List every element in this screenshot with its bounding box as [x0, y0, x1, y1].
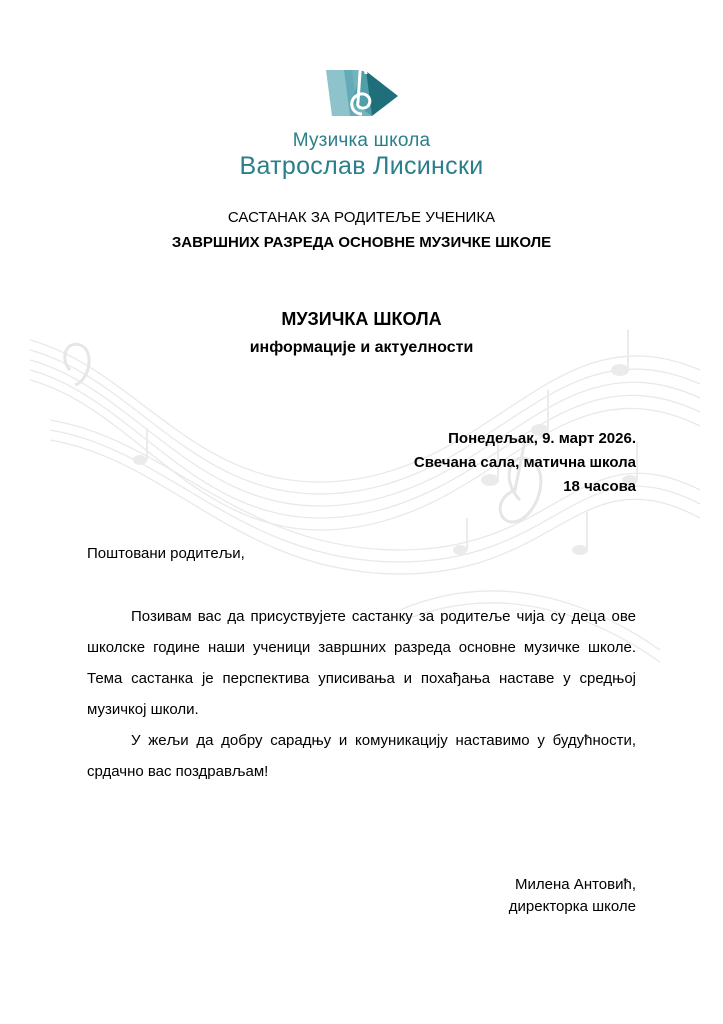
document-subtitle: информације и актуелности [249, 339, 474, 356]
meeting-time: 18 часова [563, 478, 636, 495]
signature-role: директорка школе [508, 898, 636, 915]
heading-line2: ЗАВРШНИХ РАЗРЕДА ОСНОВНЕ МУЗИЧКЕ ШКОЛЕ [171, 234, 552, 251]
letter-body [87, 601, 636, 787]
letter-paragraph-1: Позивам вас да присуствујете састанку за родитеље чија су деца ове школске године наши ученици завршних разреда основне музичке школе. Тема састанка је перспектива уписивања и похађања наставе у средњој музичкој школи. [87, 608, 636, 718]
greeting: Поштовани родитељи, [87, 545, 245, 562]
meeting-date: Понедељак, 9. март 2026. [448, 430, 636, 447]
school-logo-icon [322, 66, 404, 122]
meeting-info [414, 427, 636, 499]
signature-name: Милена Антовић, [515, 876, 636, 893]
school-name-line2: Ватрослав Лисински [239, 152, 484, 180]
meeting-place: Свечана сала, матична школа [413, 454, 636, 471]
school-name-line1: Музичка школа [292, 130, 431, 151]
heading-line1: САСТАНАК ЗА РОДИТЕЉЕ УЧЕНИКА [227, 209, 496, 226]
letter-paragraph-2: У жељи да добру сарадњу и комуникацију наставимо у будућности, срдачно вас поздрављам! [87, 732, 636, 780]
signature-block [509, 874, 636, 918]
document-title: МУЗИЧКА ШКОЛА [281, 309, 442, 329]
